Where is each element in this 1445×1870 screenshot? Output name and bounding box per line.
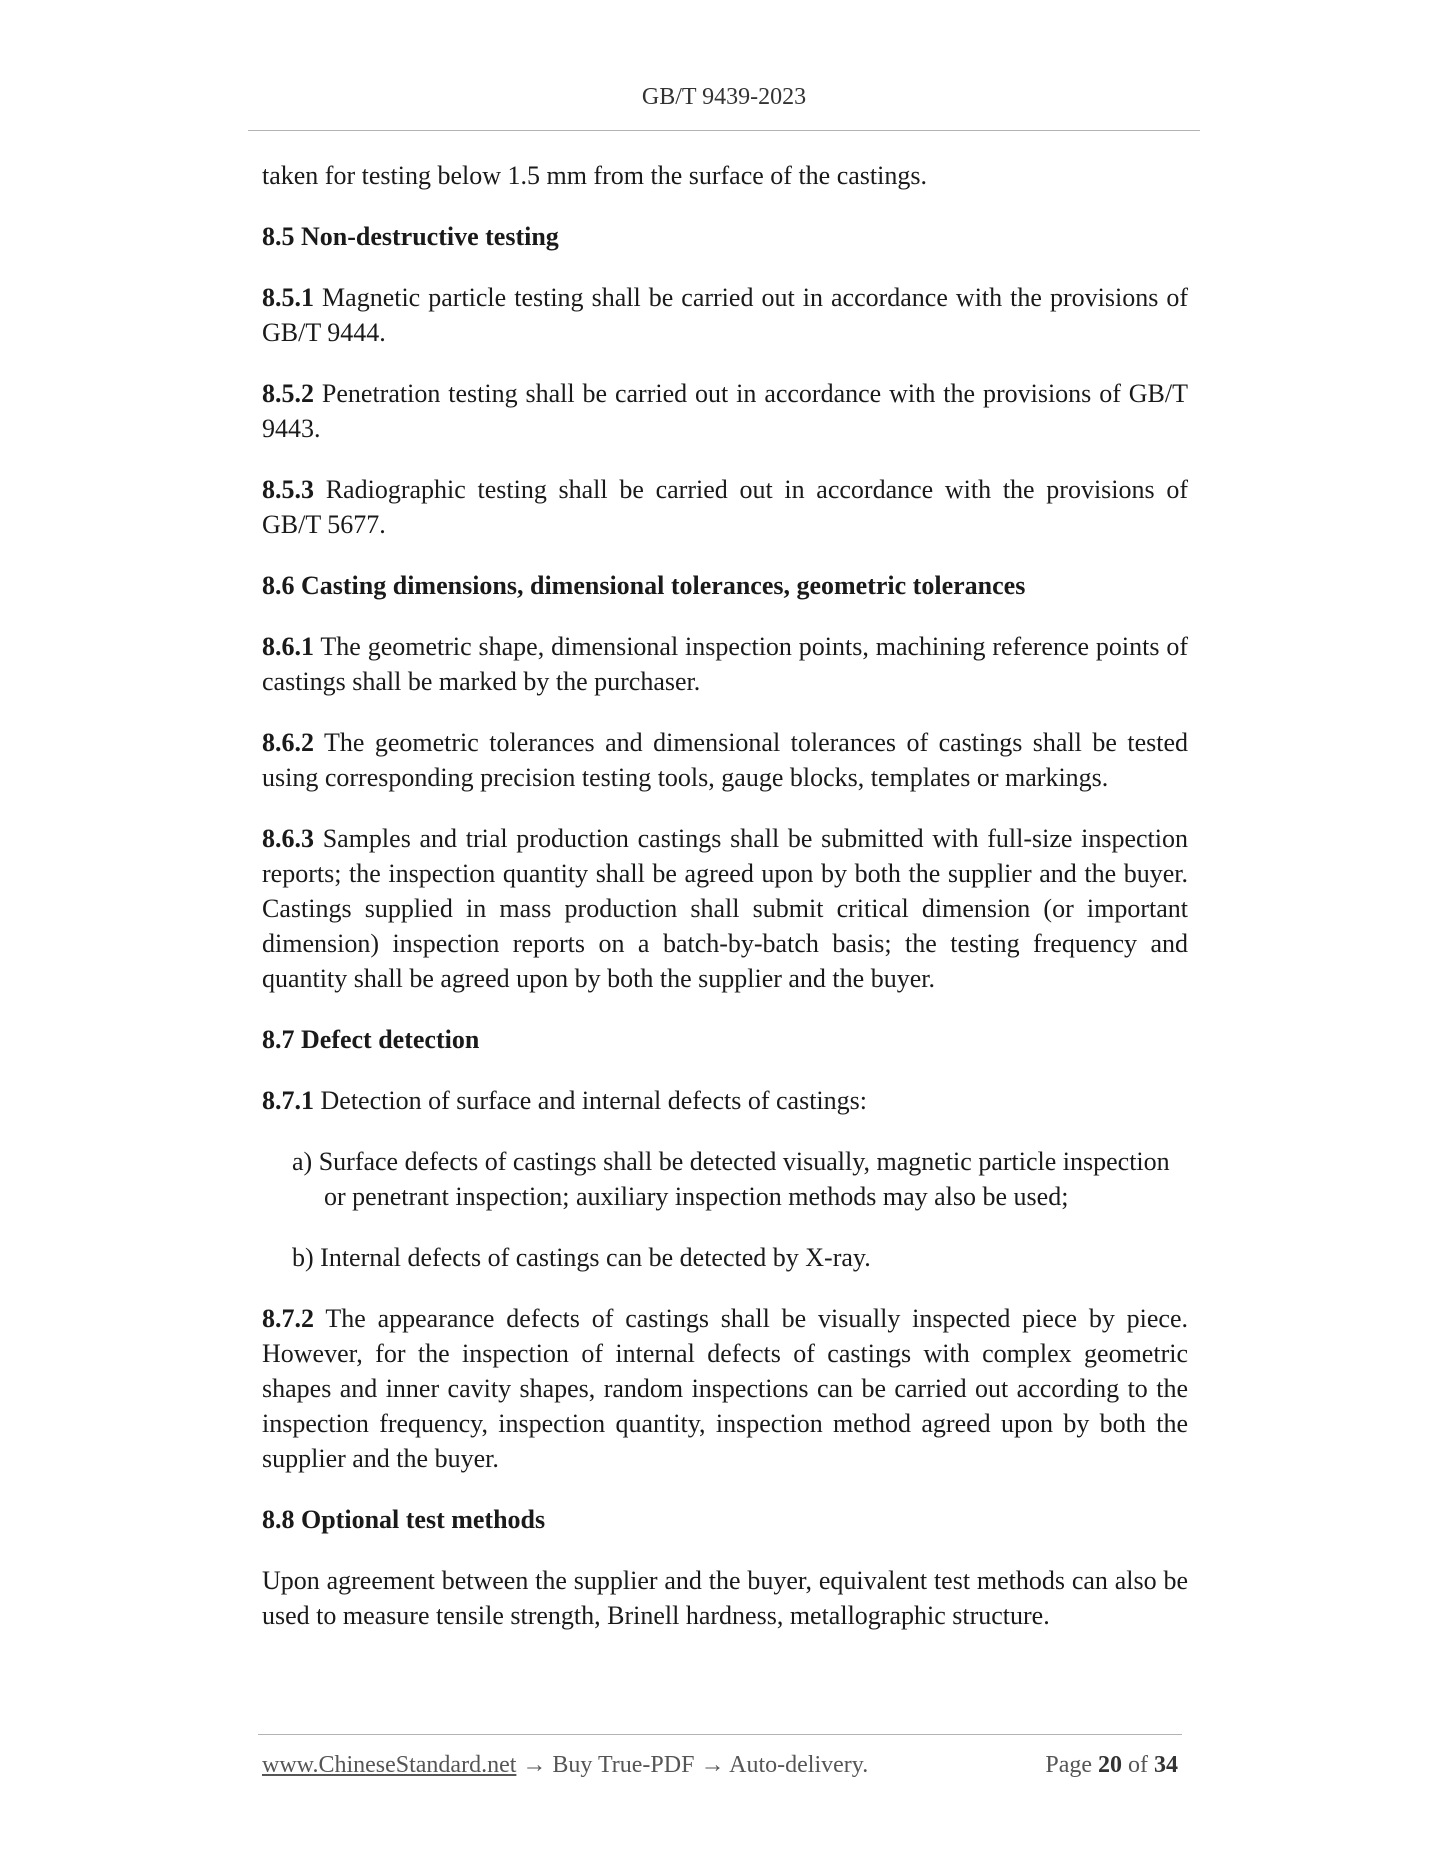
header-divider: [248, 130, 1200, 131]
paragraph-continuation: taken for testing below 1.5 mm from the surface of the castings.: [262, 161, 927, 190]
of-label: of: [1128, 1752, 1148, 1778]
document-body: [262, 158, 1188, 1659]
clause-8-5-1: [262, 280, 1188, 350]
clause-text: The geometric shape, dimensional inspection points, machining reference points of castings shall be marked by the purchaser.: [262, 632, 1188, 696]
list-item-a: a) Surface defects of castings shall be detected visually, magnetic particle inspection or penetrant inspection; auxiliary inspection methods may also be used;: [292, 1147, 1170, 1211]
clause-number: 8.5.2: [262, 379, 314, 408]
list-item-b: b) Internal defects of castings can be detected by X-ray.: [292, 1243, 871, 1272]
clause-8-5-3: [262, 472, 1188, 542]
section-heading-8-5: 8.5 Non-destructive testing: [262, 222, 559, 251]
clause-8-7-2: [262, 1301, 1188, 1476]
chinesestandard-link[interactable]: www.ChineseStandard.net: [262, 1752, 517, 1778]
clause-number: 8.7.1: [262, 1086, 314, 1115]
arrow-right-icon: →: [700, 1752, 725, 1778]
clause-8-5-2: [262, 376, 1188, 446]
section-heading-8-7: 8.7 Defect detection: [262, 1025, 480, 1054]
paragraph-8-8: Upon agreement between the supplier and the buyer, equivalent test methods can also be used to measure tensile strength, Brinell hardness, metallographic structure.: [262, 1566, 1188, 1630]
clause-text: Samples and trial production castings shall be submitted with full-size inspection reports; the inspection quantity shall be agreed upon by both the supplier and the buyer. Castings supplied in mass production shall submit critical dimension (or important dimension) inspection reports on a batch-by-batch basis; the testing frequency and quantity shall be agreed upon by both the supplier and the buyer.: [262, 824, 1189, 993]
clause-8-6-1: [262, 629, 1188, 699]
current-page: 20: [1098, 1752, 1122, 1778]
auto-delivery-text: Auto-delivery.: [729, 1752, 869, 1778]
page-number: [1045, 1752, 1178, 1779]
buy-true-pdf-text: Buy True-PDF: [552, 1752, 695, 1778]
clause-number: 8.5.3: [262, 475, 314, 504]
clause-text: Detection of surface and internal defects of castings:: [320, 1086, 867, 1115]
section-heading-8-6: 8.6 Casting dimensions, dimensional tolerances, geometric tolerances: [262, 571, 1026, 600]
clause-8-6-3: [262, 821, 1188, 996]
section-heading-8-8: 8.8 Optional test methods: [262, 1505, 546, 1534]
arrow-right-icon: →: [522, 1752, 547, 1778]
page-footer: [262, 1752, 1182, 1786]
clause-number: 8.6.3: [262, 824, 314, 853]
clause-text: The appearance defects of castings shall be visually inspected piece by piece. However, for the inspection of internal defects of castings with complex geometric shapes and inner cavity shapes, random inspections can be carried out according to the inspection frequency, inspection quantity, inspection method agreed upon by both the supplier and the buyer.: [262, 1304, 1188, 1473]
total-pages: 34: [1154, 1752, 1178, 1778]
page-header: GB/T 9439-2023: [641, 84, 807, 110]
footer-links: [262, 1752, 868, 1779]
clause-8-6-2: [262, 725, 1188, 795]
clause-number: 8.6.2: [262, 728, 314, 757]
page-label: Page: [1045, 1752, 1092, 1778]
clause-text: The geometric tolerances and dimensional tolerances of castings shall be tested using corresponding precision testing tools, gauge blocks, templates or markings.: [262, 728, 1188, 792]
clause-8-7-1: [262, 1083, 1188, 1118]
clause-number: 8.6.1: [262, 632, 314, 661]
footer-divider: [258, 1734, 1182, 1735]
clause-text: Radiographic testing shall be carried out in accordance with the provisions of GB/T 5677.: [262, 475, 1189, 539]
clause-text: Magnetic particle testing shall be carried out in accordance with the provisions of GB/T 9444.: [262, 283, 1188, 347]
clause-number: 8.5.1: [262, 283, 314, 312]
clause-number: 8.7.2: [262, 1304, 314, 1333]
clause-text: Penetration testing shall be carried out in accordance with the provisions of GB/T 9443.: [262, 379, 1188, 443]
